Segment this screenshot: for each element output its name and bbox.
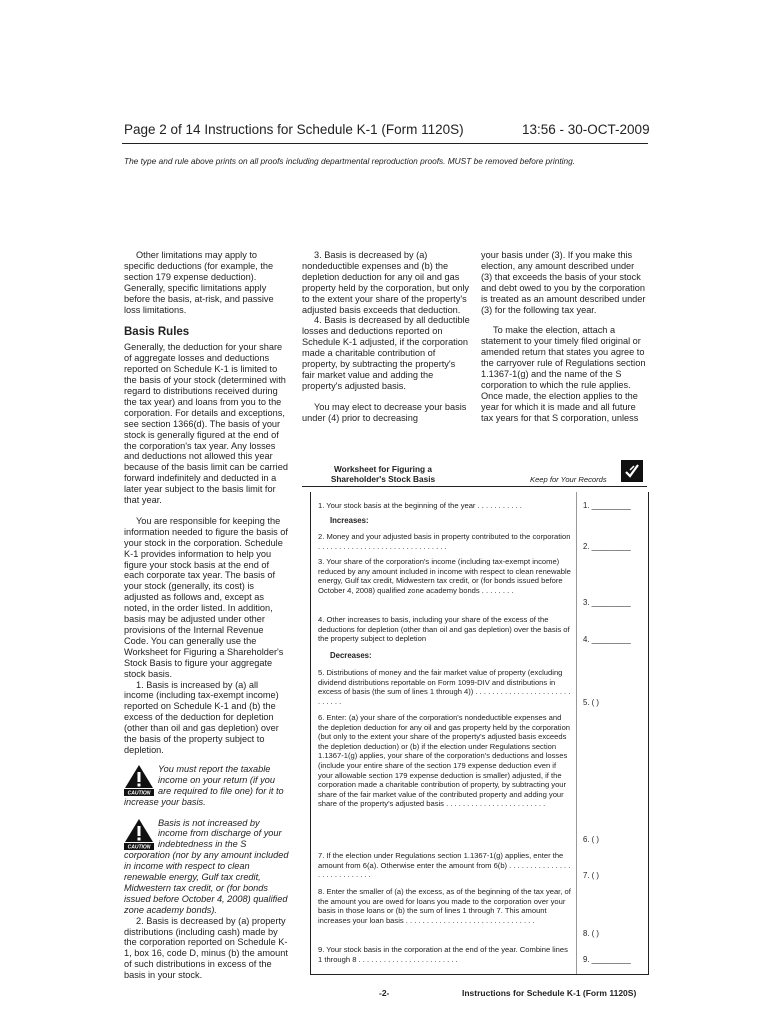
page-number: -2- bbox=[379, 988, 390, 998]
worksheet-line-3: 3. _________ bbox=[583, 598, 631, 607]
column-1 bbox=[124, 250, 290, 981]
worksheet-line-4: 4. _________ bbox=[583, 635, 631, 644]
paragraph: 4. Basis is decreased by all deductible losses and deductions reported on Schedule K-1 adjusted, if the corporation made a charitable contribution of property, by subtracting the property's fair market value and adding the property's adjusted basis. bbox=[302, 315, 470, 391]
paragraph: To make the election, attach a statement to your timely filed original or amended return that states you agree to the carryover rule of Regulations section 1.1367-1(g) and the name of the S corporation to which the rule applies. Once made, the election applies to the year for which it is made and all future tax years for that S corporation, unless bbox=[481, 325, 646, 423]
worksheet-line-5: 5. ( ) bbox=[583, 698, 600, 707]
caution-text: You must report the taxable income on your return (if you are required to file one) for it to increase your basis. bbox=[124, 763, 284, 807]
caution-note bbox=[124, 764, 290, 808]
worksheet-line-8: 8. ( ) bbox=[583, 929, 600, 938]
worksheet-item-7: 7. If the election under Regulations section 1.1367-1(g) applies, enter the amount from 6(a). Otherwise enter the amount from 6(b) . . . . . . . . . . . . . . . . . . . . . . . . . . . . bbox=[318, 851, 571, 880]
worksheet-item-3: 3. Your share of the corporation's income (including tax-exempt income) reduced by any amount included in income with respect to clean renewable energy, Gulf tax credit, Midwestern tax credit, or (for bonds issued before October 4, 2008) qualified zone academy bonds . . . . . . . . bbox=[318, 557, 571, 595]
worksheet-item-9: 9. Your stock basis in the corporation at the end of the year. Combine lines 1 through 8 . . . . . . . . . . . . . . . . . . . . . . . . bbox=[318, 945, 568, 964]
worksheet-line-2: 2. _________ bbox=[583, 542, 631, 551]
paragraph: Generally, the deduction for your share of aggregate losses and deductions reported on Schedule K-1 is limited to the basis of your stock (determined with regard to distributions received during the tax year) and loans from you to the corporation. For details and exceptions, see section 1366(d). The basis of your stock is generally figured at the end of the corporation's tax year. Any losses and deductions not allowed this year because of the basis limit can be carried forward indefinitely and deducted in a later year subject to the basis limit for that year. bbox=[124, 342, 288, 506]
caution-icon bbox=[124, 764, 154, 796]
keep-records-note: Keep for Your Records bbox=[530, 475, 607, 484]
worksheet-item-2: 2. Money and your adjusted basis in property contributed to the corporation . . . . . . . . . . . . . . . . . . . . . . . . . . . . . . . bbox=[318, 532, 571, 551]
header-rule bbox=[122, 143, 648, 144]
proof-note: The type and rule above prints on all proofs including departmental reproduction proofs. MUST be removed before printing. bbox=[124, 156, 576, 166]
paragraph: You may elect to decrease your basis under (4) prior to decreasing bbox=[302, 401, 467, 423]
paragraph: 2. Basis is decreased by (a) property distributions (including cash) made by the corporation reported on Schedule K-1, box 16, code D, minus (b) the amount of such distributions in excess of the basis in your stock. bbox=[124, 915, 288, 981]
worksheet-line-7: 7. ( ) bbox=[583, 871, 600, 880]
caution-text: Basis is not increased by income from discharge of your indebtedness in the S corporation (nor by any amount included in income with respect to clean renewable energy, Gulf tax credit, Midwestern tax credit, or (for bonds issued before October 4, 2008) qualified zone academy bonds). bbox=[124, 817, 289, 915]
svg-text:CAUTION: CAUTION bbox=[127, 790, 151, 796]
worksheet-title: Worksheet for Figuring a Shareholder's Stock Basis bbox=[330, 464, 436, 484]
keep-records-icon bbox=[621, 460, 643, 482]
worksheet-top-rule bbox=[302, 486, 647, 487]
caution-note bbox=[124, 818, 290, 916]
worksheet-line-1: 1. _________ bbox=[583, 501, 631, 510]
header-title: Page 2 of 14 Instructions for Schedule K-1 (Form 1120S) bbox=[124, 122, 464, 137]
column-2 bbox=[302, 250, 470, 424]
paragraph: 1. Basis is increased by (a) all income (including tax-exempt income) reported on Schedule K-1 and (b) the excess of the deduction for depletion (other than oil and gas depletion) over the basis of the property subject to depletion. bbox=[124, 679, 279, 755]
paragraph: You are responsible for keeping the information needed to figure the basis of your stock in the corporation. Schedule K-1 provides information to help you figure your stock basis at the end of each corporate tax year. The basis of your stock (generally, its cost) is adjusted as follows and, except as noted, in the order listed. In addition, basis may be adjusted under other provisions of the Internal Revenue Code. You can generally use the Worksheet for Figuring a Shareholder's Stock Basis to figure your aggregate stock basis. bbox=[124, 515, 288, 679]
header-timestamp: 13:56 - 30-OCT-2009 bbox=[522, 122, 650, 137]
worksheet-divider bbox=[576, 492, 577, 974]
paragraph: Other limitations may apply to specific deductions (for example, the section 179 expense deduction). Generally, specific limitations apply before the basis, at-risk, and passive loss limitations. bbox=[124, 250, 274, 315]
worksheet-item-8: 8. Enter the smaller of (a) the excess, as of the beginning of the tax year, of the amount you are owed for loans you made to the corporation over your basis in those loans or (b) the sum of lines 1 through 7. This amount increases your loan basis . . . . . . . . . . . . . . . . . . . . . . . . . . . . . . . bbox=[318, 887, 571, 925]
worksheet-item-6: 6. Enter: (a) your share of the corporation's nondeductible expenses and the depletion deduction for any oil and gas property held by the corporation (but only to the extent your share of the property's adjusted basis exceeds the depletion deduction) or (b) if the election under Regulations section 1.1367-1(g) applies, your share of the corporation's deductions and losses (include your entire share of the section 179 expense deduction even if your allowable section 179 expense deduction is smaller) adjusted, if the corporation made a charitable contribution of property, by subtracting your share of the fair market value of the contributed property and adding your share of the property's adjusted basis . . . . . . . . . . . . . . . . . . . . . . . . bbox=[318, 713, 571, 809]
footer-title: Instructions for Schedule K-1 (Form 1120S) bbox=[462, 988, 637, 998]
worksheet-line-9: 9. _________ bbox=[583, 955, 631, 964]
decreases-heading: Decreases: bbox=[330, 651, 372, 660]
caution-icon bbox=[124, 818, 154, 850]
paragraph: your basis under (3). If you make this election, any amount described under (3) that exceeds the basis of your stock and debt owed to you by the corporation is treated as an amount described under (3) for the following tax year. bbox=[481, 250, 646, 315]
increases-heading: Increases: bbox=[330, 516, 369, 525]
worksheet-item-4: 4. Other increases to basis, including your share of the excess of the deductions for depletion (other than oil and gas depletion) over the basis of the property subject to depletion bbox=[318, 615, 570, 644]
column-3 bbox=[481, 250, 647, 424]
worksheet-line-6: 6. ( ) bbox=[583, 835, 600, 844]
section-heading: Basis Rules bbox=[124, 326, 190, 339]
worksheet-item-5: 5. Distributions of money and the fair market value of property (excluding dividend distributions reportable on Form 1099-DIV and distributions in excess of basis (the sum of lines 1 through 4)) . . . . . . . . . . . . . . . . . . . . . . . . . . . . . bbox=[318, 668, 571, 706]
worksheet-item-1: 1. Your stock basis at the beginning of the year . . . . . . . . . . . bbox=[318, 501, 522, 510]
paragraph: 3. Basis is decreased by (a) nondeductible expenses and (b) the depletion deduction for any oil and gas property held by the corporation, but only to the extent your share of the property's adjusted basis exceeds that deduction. bbox=[302, 250, 470, 315]
svg-text:CAUTION: CAUTION bbox=[127, 844, 151, 850]
